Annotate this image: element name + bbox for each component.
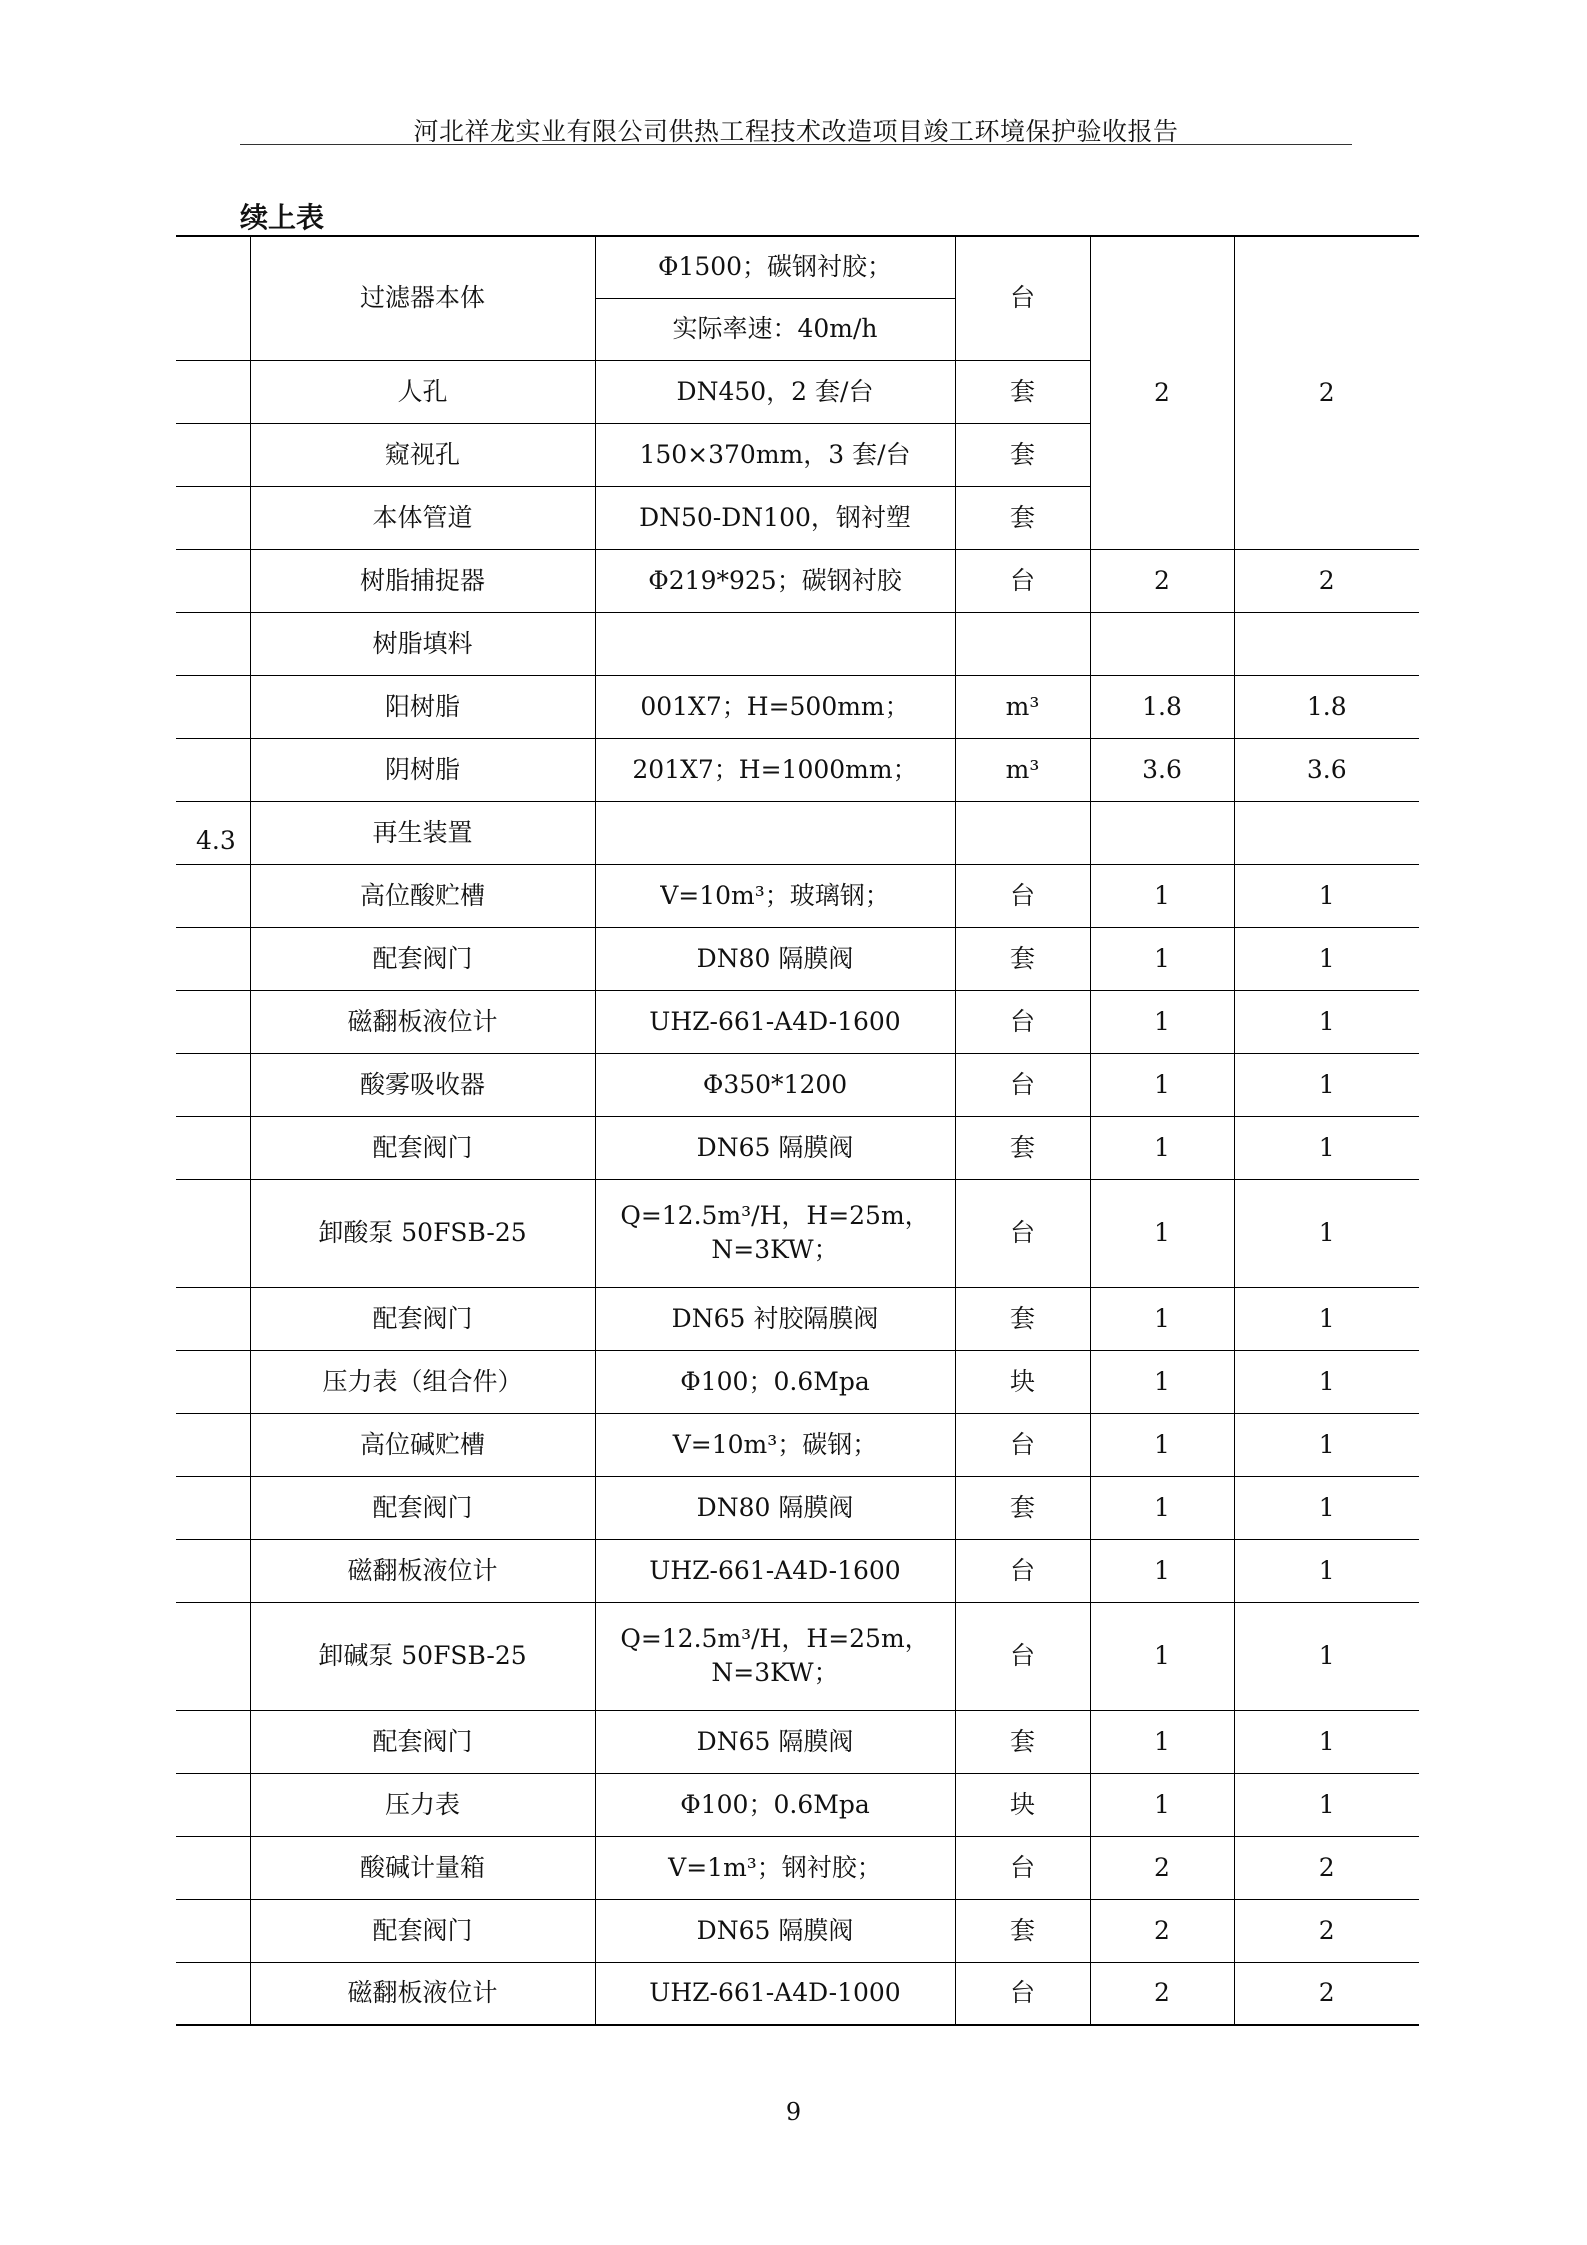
design-quantity: 2: [1090, 1836, 1234, 1899]
page-number: 9: [785, 2098, 802, 2126]
item-unit: 套: [955, 486, 1090, 549]
actual-quantity: 1: [1234, 1116, 1419, 1179]
table-row: [176, 1053, 1419, 1116]
item-unit: 块: [955, 1773, 1090, 1836]
item-name: 树脂捕捉器: [250, 549, 595, 612]
row-number: [176, 360, 250, 423]
item-name: 配套阀门: [250, 1710, 595, 1773]
item-spec: 001X7；H=500mm；: [595, 675, 955, 738]
table-row: [176, 927, 1419, 990]
design-quantity: 1.8: [1090, 675, 1234, 738]
row-number: [176, 236, 250, 360]
item-name: 磁翻板液位计: [250, 1539, 595, 1602]
table-row: [176, 801, 1419, 864]
actual-quantity: 1: [1234, 1053, 1419, 1116]
row-number: [176, 549, 250, 612]
table-row: [176, 1539, 1419, 1602]
item-name: 配套阀门: [250, 1116, 595, 1179]
table-row: [176, 1287, 1419, 1350]
item-unit: 台: [955, 1539, 1090, 1602]
actual-quantity: [1234, 801, 1419, 864]
item-spec: Φ219*925；碳钢衬胶: [595, 549, 955, 612]
design-quantity: 2: [1090, 549, 1234, 612]
design-quantity: 1: [1090, 1710, 1234, 1773]
table-row: [176, 549, 1419, 612]
document-header: 河北祥龙实业有限公司供热工程技术改造项目竣工环境保护验收报告: [413, 117, 1179, 146]
design-quantity: 1: [1090, 1773, 1234, 1836]
item-spec: DN65 隔膜阀: [595, 1899, 955, 1962]
item-unit: m³: [955, 675, 1090, 738]
actual-quantity: 2: [1234, 549, 1419, 612]
table-row: [176, 1413, 1419, 1476]
design-quantity: 1: [1090, 927, 1234, 990]
item-spec: V=10m³；玻璃钢；: [595, 864, 955, 927]
item-unit: 套: [955, 1116, 1090, 1179]
design-quantity: 1: [1090, 1476, 1234, 1539]
design-quantity: 1: [1090, 1179, 1234, 1287]
item-unit: [955, 612, 1090, 675]
item-unit: 套: [955, 1476, 1090, 1539]
item-unit: 套: [955, 360, 1090, 423]
item-spec: DN50-DN100，钢衬塑: [595, 486, 955, 549]
design-quantity: 1: [1090, 1287, 1234, 1350]
table-row: [176, 675, 1419, 738]
table-row: [176, 1179, 1419, 1287]
item-spec: 150×370mm，3 套/台: [595, 423, 955, 486]
item-name: 配套阀门: [250, 1476, 595, 1539]
item-name: 高位酸贮槽: [250, 864, 595, 927]
design-quantity: 1: [1090, 864, 1234, 927]
actual-quantity: 3.6: [1234, 738, 1419, 801]
table-row: [176, 864, 1419, 927]
item-name: 卸酸泵 50FSB-25: [250, 1179, 595, 1287]
item-spec: 实际率速：40m/h: [595, 298, 955, 360]
item-unit: 台: [955, 236, 1090, 360]
item-name: 压力表（组合件）: [250, 1350, 595, 1413]
spec-line-2: N=3KW；: [711, 1235, 839, 1264]
actual-quantity: 1: [1234, 1287, 1419, 1350]
item-spec: DN80 隔膜阀: [595, 1476, 955, 1539]
item-name: 磁翻板液位计: [250, 1962, 595, 2025]
actual-quantity: 1: [1234, 1350, 1419, 1413]
item-spec: [595, 801, 955, 864]
item-spec: Φ1500；碳钢衬胶；: [595, 236, 955, 298]
actual-quantity: 1: [1234, 1413, 1419, 1476]
item-name: 过滤器本体: [250, 236, 595, 360]
row-number: [176, 423, 250, 486]
item-name: 卸碱泵 50FSB-25: [250, 1602, 595, 1710]
table-row: [176, 1476, 1419, 1539]
continuation-label: 续上表: [240, 201, 325, 234]
item-name: 人孔: [250, 360, 595, 423]
item-spec: DN65 衬胶隔膜阀: [595, 1287, 955, 1350]
design-quantity: [1090, 612, 1234, 675]
item-unit: 台: [955, 1962, 1090, 2025]
table-row: [176, 1350, 1419, 1413]
item-spec: Φ100；0.6Mpa: [595, 1350, 955, 1413]
item-spec: UHZ-661-A4D-1600: [595, 990, 955, 1053]
item-unit: 套: [955, 1287, 1090, 1350]
item-spec: [595, 1602, 955, 1710]
item-unit: 块: [955, 1350, 1090, 1413]
table-row: [176, 990, 1419, 1053]
actual-quantity: 2: [1234, 1836, 1419, 1899]
actual-quantity: 1: [1234, 1476, 1419, 1539]
item-name: 阴树脂: [250, 738, 595, 801]
item-spec: Φ350*1200: [595, 1053, 955, 1116]
item-spec: DN65 隔膜阀: [595, 1116, 955, 1179]
item-unit: [955, 801, 1090, 864]
actual-quantity: 1: [1234, 1710, 1419, 1773]
equipment-table: [176, 235, 1419, 2026]
actual-quantity: 2: [1234, 236, 1419, 549]
actual-quantity: 1: [1234, 927, 1419, 990]
item-spec: 201X7；H=1000mm；: [595, 738, 955, 801]
design-quantity: 3.6: [1090, 738, 1234, 801]
item-unit: m³: [955, 738, 1090, 801]
item-spec: UHZ-661-A4D-1000: [595, 1962, 955, 2025]
item-spec: DN65 隔膜阀: [595, 1710, 955, 1773]
table-row: [176, 236, 1419, 298]
design-quantity: 2: [1090, 1962, 1234, 2025]
item-unit: 台: [955, 864, 1090, 927]
design-quantity: 1: [1090, 1602, 1234, 1710]
actual-quantity: [1234, 612, 1419, 675]
actual-quantity: 1: [1234, 990, 1419, 1053]
item-name: 配套阀门: [250, 1899, 595, 1962]
table-row: [176, 1710, 1419, 1773]
item-spec: UHZ-661-A4D-1600: [595, 1539, 955, 1602]
item-unit: 台: [955, 1836, 1090, 1899]
item-unit: 台: [955, 549, 1090, 612]
item-name: 磁翻板液位计: [250, 990, 595, 1053]
item-name: 压力表: [250, 1773, 595, 1836]
actual-quantity: 2: [1234, 1962, 1419, 2025]
row-number: [176, 675, 250, 738]
design-quantity: 2: [1090, 1899, 1234, 1962]
row-number: [176, 738, 250, 801]
actual-quantity: 1: [1234, 1602, 1419, 1710]
design-quantity: 2: [1090, 236, 1234, 549]
item-unit: 套: [955, 1899, 1090, 1962]
item-name: 树脂填料: [250, 612, 595, 675]
item-name: 本体管道: [250, 486, 595, 549]
table-row: [176, 612, 1419, 675]
table-row: [176, 1773, 1419, 1836]
item-name: 配套阀门: [250, 1287, 595, 1350]
item-unit: 套: [955, 1710, 1090, 1773]
design-quantity: [1090, 801, 1234, 864]
table-row: [176, 738, 1419, 801]
section-number: 4.3: [176, 801, 250, 864]
table-row: [176, 1836, 1419, 1899]
design-quantity: 1: [1090, 1053, 1234, 1116]
item-spec: [595, 612, 955, 675]
item-spec: DN80 隔膜阀: [595, 927, 955, 990]
item-name: 酸雾吸收器: [250, 1053, 595, 1116]
item-unit: 套: [955, 423, 1090, 486]
item-unit: 台: [955, 1413, 1090, 1476]
spec-line-1: Q=12.5m³/H，H=25m，: [620, 1201, 930, 1231]
item-unit: 套: [955, 927, 1090, 990]
table-row: [176, 1602, 1419, 1710]
item-spec: DN450，2 套/台: [595, 360, 955, 423]
actual-quantity: 1: [1234, 1773, 1419, 1836]
section-name: 再生装置: [250, 801, 595, 864]
actual-quantity: 1: [1234, 1539, 1419, 1602]
table-row: [176, 1899, 1419, 1962]
header-rule: [240, 144, 1352, 145]
item-spec: V=1m³；钢衬胶；: [595, 1836, 955, 1899]
design-quantity: 1: [1090, 1539, 1234, 1602]
item-unit: 台: [955, 990, 1090, 1053]
item-name: 阳树脂: [250, 675, 595, 738]
item-name: 配套阀门: [250, 927, 595, 990]
table-row: [176, 1962, 1419, 2025]
item-unit: 台: [955, 1053, 1090, 1116]
row-number: [176, 486, 250, 549]
item-spec: Φ100；0.6Mpa: [595, 1773, 955, 1836]
item-spec: V=10m³；碳钢；: [595, 1413, 955, 1476]
design-quantity: 1: [1090, 1413, 1234, 1476]
item-unit: 台: [955, 1179, 1090, 1287]
item-name: 窥视孔: [250, 423, 595, 486]
item-unit: 台: [955, 1602, 1090, 1710]
design-quantity: 1: [1090, 1116, 1234, 1179]
table-row: [176, 1116, 1419, 1179]
item-name: 酸碱计量箱: [250, 1836, 595, 1899]
item-name: 高位碱贮槽: [250, 1413, 595, 1476]
row-number: [176, 612, 250, 675]
actual-quantity: 2: [1234, 1899, 1419, 1962]
actual-quantity: 1: [1234, 864, 1419, 927]
design-quantity: 1: [1090, 1350, 1234, 1413]
item-spec: [595, 1179, 955, 1287]
design-quantity: 1: [1090, 990, 1234, 1053]
actual-quantity: 1.8: [1234, 675, 1419, 738]
spec-line-2: N=3KW；: [711, 1658, 839, 1687]
actual-quantity: 1: [1234, 1179, 1419, 1287]
spec-line-1: Q=12.5m³/H，H=25m，: [620, 1624, 930, 1654]
